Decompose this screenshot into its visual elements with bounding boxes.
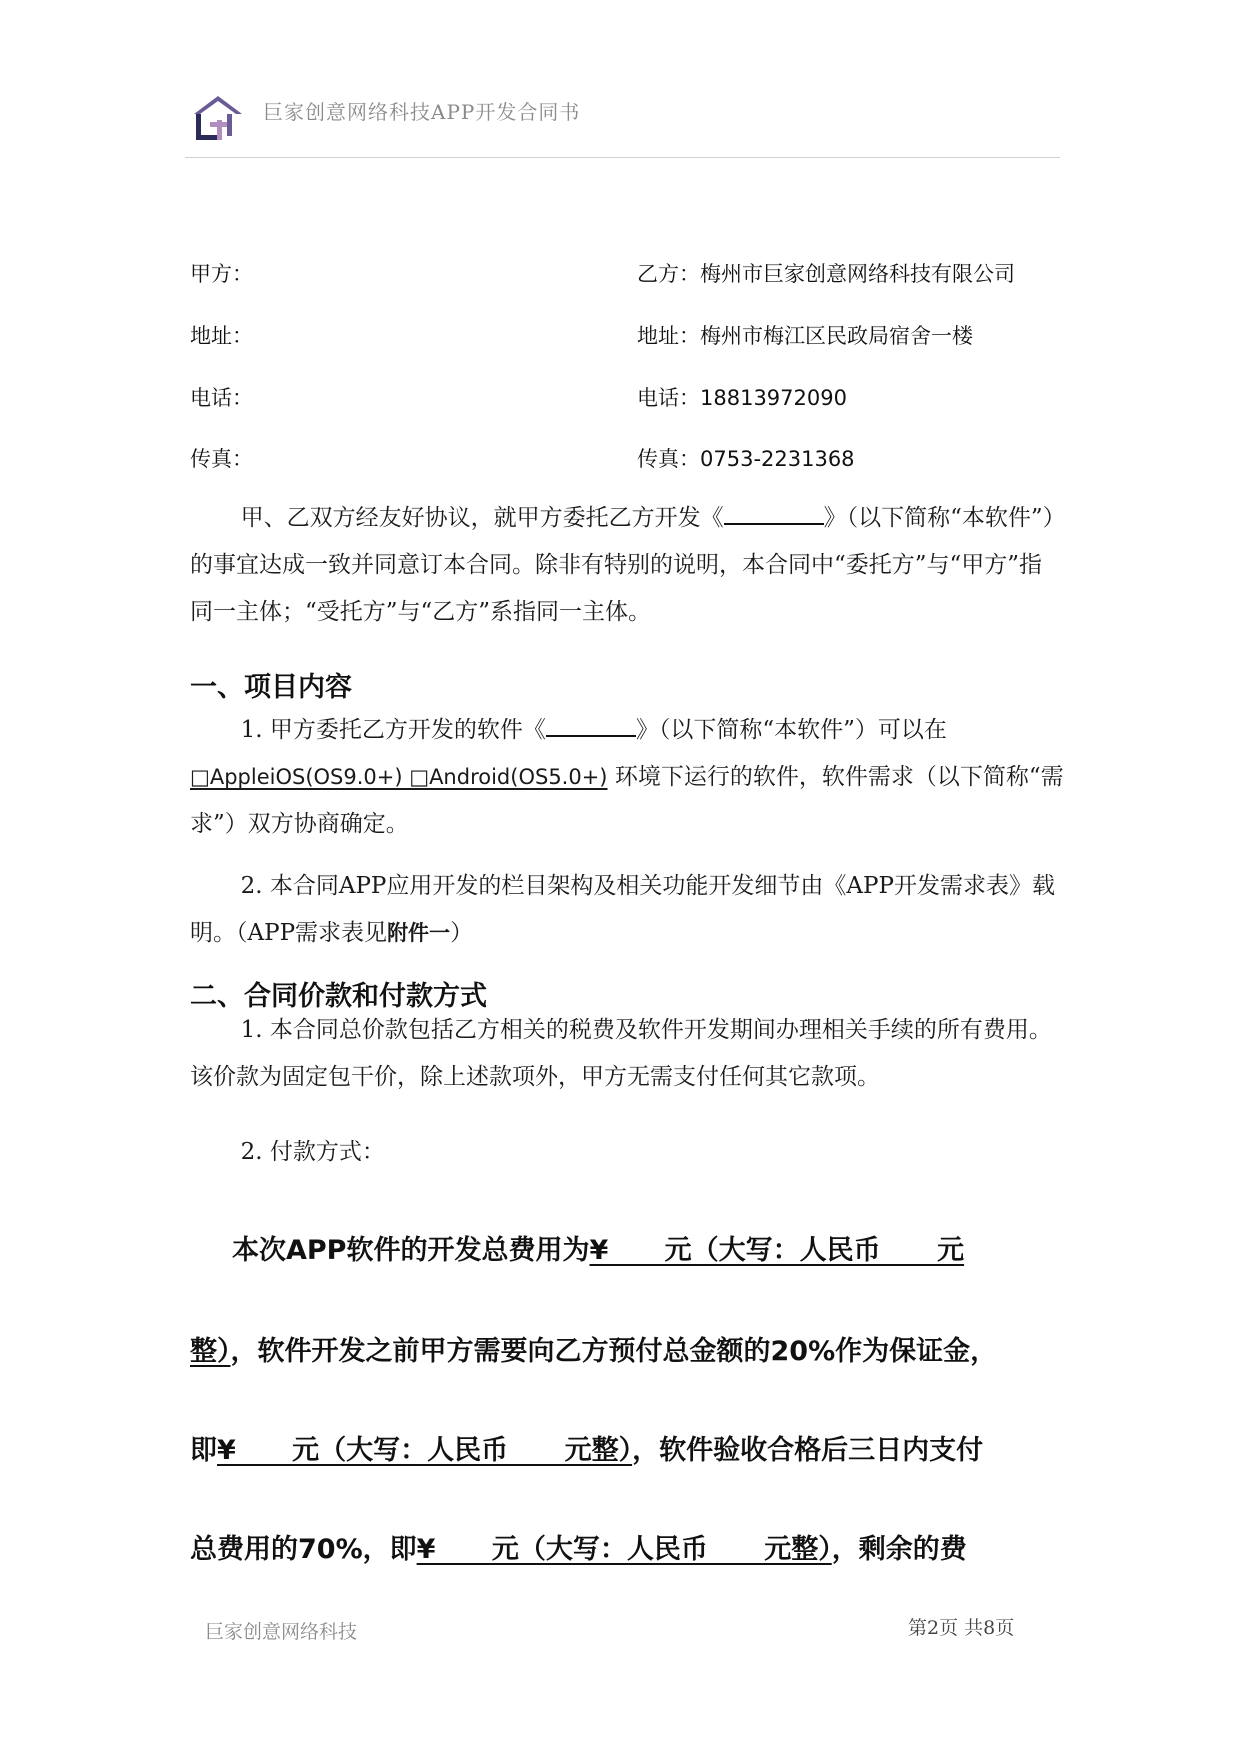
- payment-line-1: [232, 1228, 1117, 1267]
- party-b-phone: 电话：18813972090: [637, 386, 847, 410]
- payment-l4-text-c: ，剩余的费: [831, 1534, 967, 1565]
- section1-item1-text-c: 环境下运行的软件，软件需求（以下简称“需求”）双方协商确定。: [190, 764, 1064, 837]
- header-title: 巨家创意网络科技APP开发合同书: [263, 100, 581, 124]
- party-b-fax: 传真：0753-2231368: [637, 447, 855, 471]
- section2-item2: [190, 1129, 1065, 1176]
- intro-paragraph: [190, 495, 1065, 636]
- section1-item1-text-a: 1. 甲方委托乙方开发的软件《: [240, 717, 546, 743]
- payment-l2-underlined: 整）: [190, 1336, 231, 1367]
- section2-item1: [190, 1007, 1065, 1101]
- footer-company: 巨家创意网络科技: [205, 1621, 358, 1643]
- platform-options: □AppleiOS(OS9.0+) □Android(OS5.0+): [190, 765, 608, 789]
- software-name-blank: [724, 501, 824, 525]
- payment-line-4: [190, 1527, 1075, 1566]
- party-a-label: 甲方：: [190, 262, 253, 286]
- section1-heading: 一、项目内容: [190, 672, 352, 703]
- party-b-name: 乙方：梅州市巨家创意网络科技有限公司: [637, 262, 1015, 286]
- payment-l3-text-c: ，软件验收合格后三日内支付: [632, 1435, 984, 1466]
- section1-item1: [190, 707, 1065, 848]
- payment-deposit-blank: ¥ 元（大写：人民币 元整）: [217, 1435, 633, 1466]
- header-divider: [185, 157, 1060, 158]
- intro-text-2: 》（以下简称“本软件”）的事宜达成一致并同意订本合同。除非有特别的说明，本合同中“委托方”与“甲方”指同一主体；“受托方”与“乙方”系指同一主体。: [190, 505, 1055, 625]
- company-logo: [190, 92, 246, 144]
- payment-line-2: [190, 1329, 1075, 1368]
- payment-l1-text: 本次APP软件的开发总费用为: [232, 1235, 590, 1266]
- page-number: 第2页 共8页: [908, 1617, 1015, 1639]
- section2-heading: 二、合同价款和付款方式: [190, 981, 487, 1012]
- party-b-address: 地址：梅州市梅江区民政局宿舍一楼: [637, 324, 973, 348]
- party-a-phone-label: 电话：: [190, 386, 253, 410]
- party-a-fax-label: 传真：: [190, 447, 253, 471]
- section2-item2-text: 2. 付款方式：: [240, 1139, 385, 1165]
- section1-item1-text-b: 》（以下简称“本软件”）可以在: [635, 717, 947, 743]
- payment-l2-text: ，软件开发之前甲方需要向乙方预付总金额的20%作为保证金，: [230, 1336, 998, 1367]
- section1-item2-text-a: 2. 本合同APP应用开发的栏目架构及相关功能开发细节由《APP开发需求表》载明。（APP需求表见: [190, 873, 1055, 946]
- intro-text-1: 甲、乙双方经友好协议，就甲方委托乙方开发《: [240, 505, 724, 531]
- payment-l4-text-a: 总费用的70%，即: [190, 1534, 417, 1565]
- payment-second-blank: ¥ 元（大写：人民币 元整）: [416, 1534, 832, 1565]
- payment-total-blank: ¥ 元（大写：人民币 元: [589, 1235, 965, 1266]
- payment-l3-text-a: 即: [190, 1435, 217, 1466]
- payment-line-3: [190, 1428, 1075, 1467]
- section1-item2-text-b: ）: [450, 920, 474, 946]
- party-a-address-label: 地址：: [190, 324, 253, 348]
- section2-item1-text: 1. 本合同总价款包括乙方相关的税费及软件开发期间办理相关手续的所有费用。该价款为固定包干价，除上述款项外，甲方无需支付任何其它款项。: [190, 1017, 1052, 1090]
- software-name-blank-2: [546, 713, 636, 737]
- section1-item2: [190, 863, 1065, 957]
- attachment-ref: 附件一: [387, 921, 451, 945]
